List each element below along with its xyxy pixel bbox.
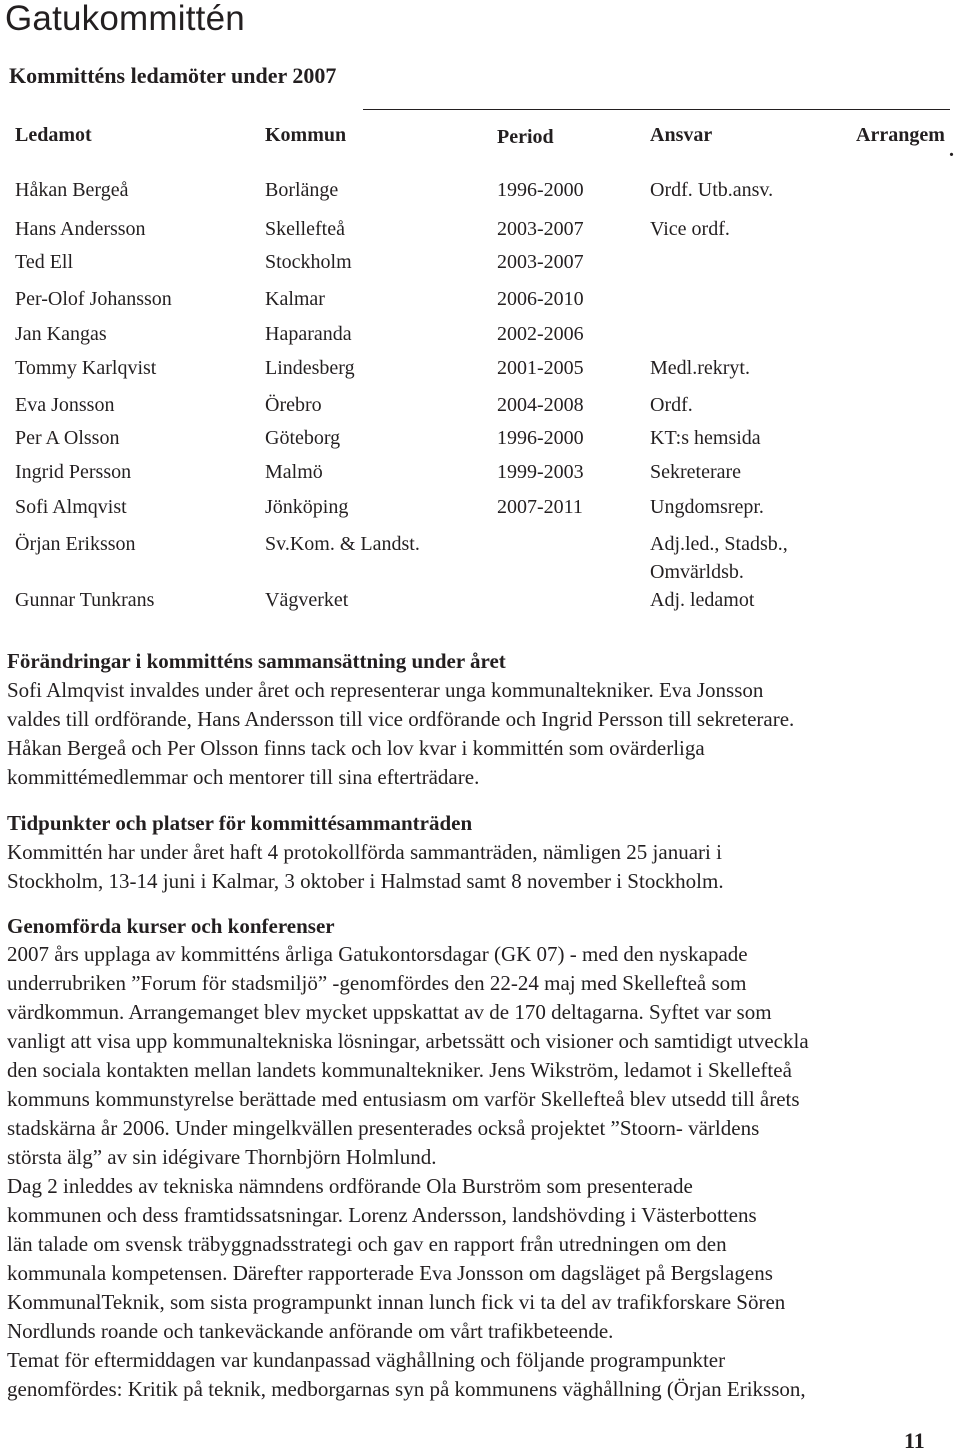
member-period: 2007-2011 [497, 496, 583, 518]
text-line: kommunen och dess framtidssatsningar. Lorenz Andersson, landshövding i Västerbottens [7, 1203, 757, 1227]
section-heading-meetings: Tidpunkter och platser för kommittésammanträden [7, 811, 473, 835]
member-kommun: Skellefteå [265, 218, 345, 240]
column-header-arrangem: Arrangem [856, 124, 945, 146]
member-ansvar: Adj.led., Stadsb., [650, 533, 788, 555]
section-body-meetings [7, 838, 947, 896]
column-header-period: Period [497, 126, 554, 148]
member-ansvar: Adj. ledamot [650, 589, 755, 611]
member-name: Gunnar Tunkrans [15, 589, 155, 611]
section-body-changes [7, 676, 947, 792]
member-period: 2001-2005 [497, 357, 584, 379]
member-name: Tommy Karlqvist [15, 357, 157, 379]
text-line: den sociala kontakten mellan landets kommunaltekniker. Jens Wikström, ledamot i Skellefteå [7, 1058, 792, 1082]
section-heading-changes: Förändringar i kommitténs sammansättning under året [7, 649, 506, 673]
member-ansvar: Medl.rekryt. [650, 357, 750, 379]
member-ansvar: Vice ordf. [650, 218, 730, 240]
member-kommun: Stockholm [265, 251, 352, 273]
members-heading: Kommitténs ledamöter under 2007 [9, 63, 337, 88]
page-title: Gatukommittén [5, 0, 245, 38]
member-ansvar: KT:s hemsida [650, 427, 761, 449]
member-ansvar: Ungdomsrepr. [650, 496, 764, 518]
member-ansvar-continuation: Omvärldsb. [650, 561, 744, 583]
member-name: Håkan Bergeå [15, 179, 129, 201]
member-kommun: Sv.Kom. & Landst. [265, 533, 420, 555]
column-header-ledamot: Ledamot [15, 124, 92, 146]
member-name: Sofi Almqvist [15, 496, 127, 518]
member-kommun: Haparanda [265, 323, 352, 345]
text-line: största älg” av sin idégivare Thornbjörn Holmlund. [7, 1145, 437, 1169]
member-name: Örjan Eriksson [15, 533, 136, 555]
text-line: Kommittén har under året haft 4 protokollförda sammanträden, nämligen 25 januari i [7, 840, 722, 864]
member-name: Jan Kangas [15, 323, 107, 345]
text-line: stadskärna år 2006. Under mingelkvällen presenterades också projektet ”Stoorn- världens [7, 1116, 760, 1140]
section-heading-courses: Genomförda kurser och konferenser [7, 914, 335, 938]
text-line: vanligt att visa upp kommunaltekniska lösningar, arbetssätt och visioner och samtidigt utveckla [7, 1029, 809, 1053]
member-kommun: Malmö [265, 461, 323, 483]
text-line: underrubriken ”Forum för stadsmiljö” -genomfördes den 22-24 maj med Skellefteå som [7, 971, 747, 995]
page-number: 11 [904, 1428, 925, 1453]
text-line: Håkan Bergeå och Per Olsson finns tack och lov kvar i kommittén som ovärderliga [7, 736, 705, 760]
text-line: Nordlunds roande och tankeväckande anförande om vårt trafikbeteende. [7, 1319, 614, 1343]
member-ansvar: Ordf. [650, 394, 693, 416]
header-rule [363, 109, 950, 110]
column-header-kommun: Kommun [265, 124, 347, 146]
text-line: 2007 års upplaga av kommitténs årliga Gatukontorsdagar (GK 07) - med den nyskapade [7, 942, 748, 966]
member-kommun: Örebro [265, 394, 322, 416]
member-kommun: Jönköping [265, 496, 349, 518]
member-period: 1996-2000 [497, 427, 584, 449]
text-line: län talade om svensk träbyggnadsstrategi och gav en rapport från utredningen om den [7, 1232, 727, 1256]
member-kommun: Borlänge [265, 179, 339, 201]
member-period: 2004-2008 [497, 394, 584, 416]
member-name: Ingrid Persson [15, 461, 132, 483]
member-kommun: Kalmar [265, 288, 325, 310]
text-line: genomfördes: Kritik på teknik, medborgarnas syn på kommunens väghållning (Örjan Eriksson, [7, 1377, 806, 1401]
member-name: Eva Jonsson [15, 394, 115, 416]
text-line: valdes till ordförande, Hans Andersson till vice ordförande och Ingrid Persson till sekreterare. [7, 707, 795, 731]
text-line: KommunalTeknik, som sista programpunkt innan lunch fick vi ta del av trafikforskare Sören [7, 1290, 786, 1314]
member-period: 2003-2007 [497, 251, 584, 273]
member-name: Ted Ell [15, 251, 74, 273]
member-ansvar: Ordf. Utb.ansv. [650, 179, 774, 201]
member-period: 2003-2007 [497, 218, 584, 240]
text-line: kommunala kompetensen. Därefter rapporterade Eva Jonsson om dagsläget på Bergslagens [7, 1261, 773, 1285]
member-ansvar: Sekreterare [650, 461, 742, 483]
member-kommun: Lindesberg [265, 357, 355, 379]
text-line: Dag 2 inleddes av tekniska nämndens ordförande Ola Burström som presenterade [7, 1174, 693, 1198]
member-period: 2002-2006 [497, 323, 584, 345]
member-kommun: Vägverket [265, 589, 349, 611]
column-header-ansvar: Ansvar [650, 124, 713, 146]
member-kommun: Göteborg [265, 427, 341, 449]
member-period: 1999-2003 [497, 461, 584, 483]
text-line: kommittémedlemmar och mentorer till sina efterträdare. [7, 765, 480, 789]
member-name: Per A Olsson [15, 427, 120, 449]
text-line: Sofi Almqvist invaldes under året och representerar unga kommunaltekniker. Eva Jonsson [7, 678, 764, 702]
member-name: Per-Olof Johansson [15, 288, 172, 310]
member-period: 1996-2000 [497, 179, 584, 201]
section-body-courses [7, 940, 947, 1404]
member-period: 2006-2010 [497, 288, 584, 310]
member-name: Hans Andersson [15, 218, 146, 240]
text-line: värdkommun. Arrangemanget blev mycket uppskattat av de 170 deltagarna. Syftet var som [7, 1000, 772, 1024]
text-line: kommuns kommunstyrelse berättade med entusiasm om varför Skellefteå blev utsedd till årets [7, 1087, 800, 1111]
text-line: Stockholm, 13-14 juni i Kalmar, 3 oktober i Halmstad samt 8 november i Stockholm. [7, 869, 724, 893]
text-line: Temat för eftermiddagen var kundanpassad väghållning och följande programpunkter [7, 1348, 726, 1372]
column-header-trailing-dot: . [949, 139, 954, 161]
